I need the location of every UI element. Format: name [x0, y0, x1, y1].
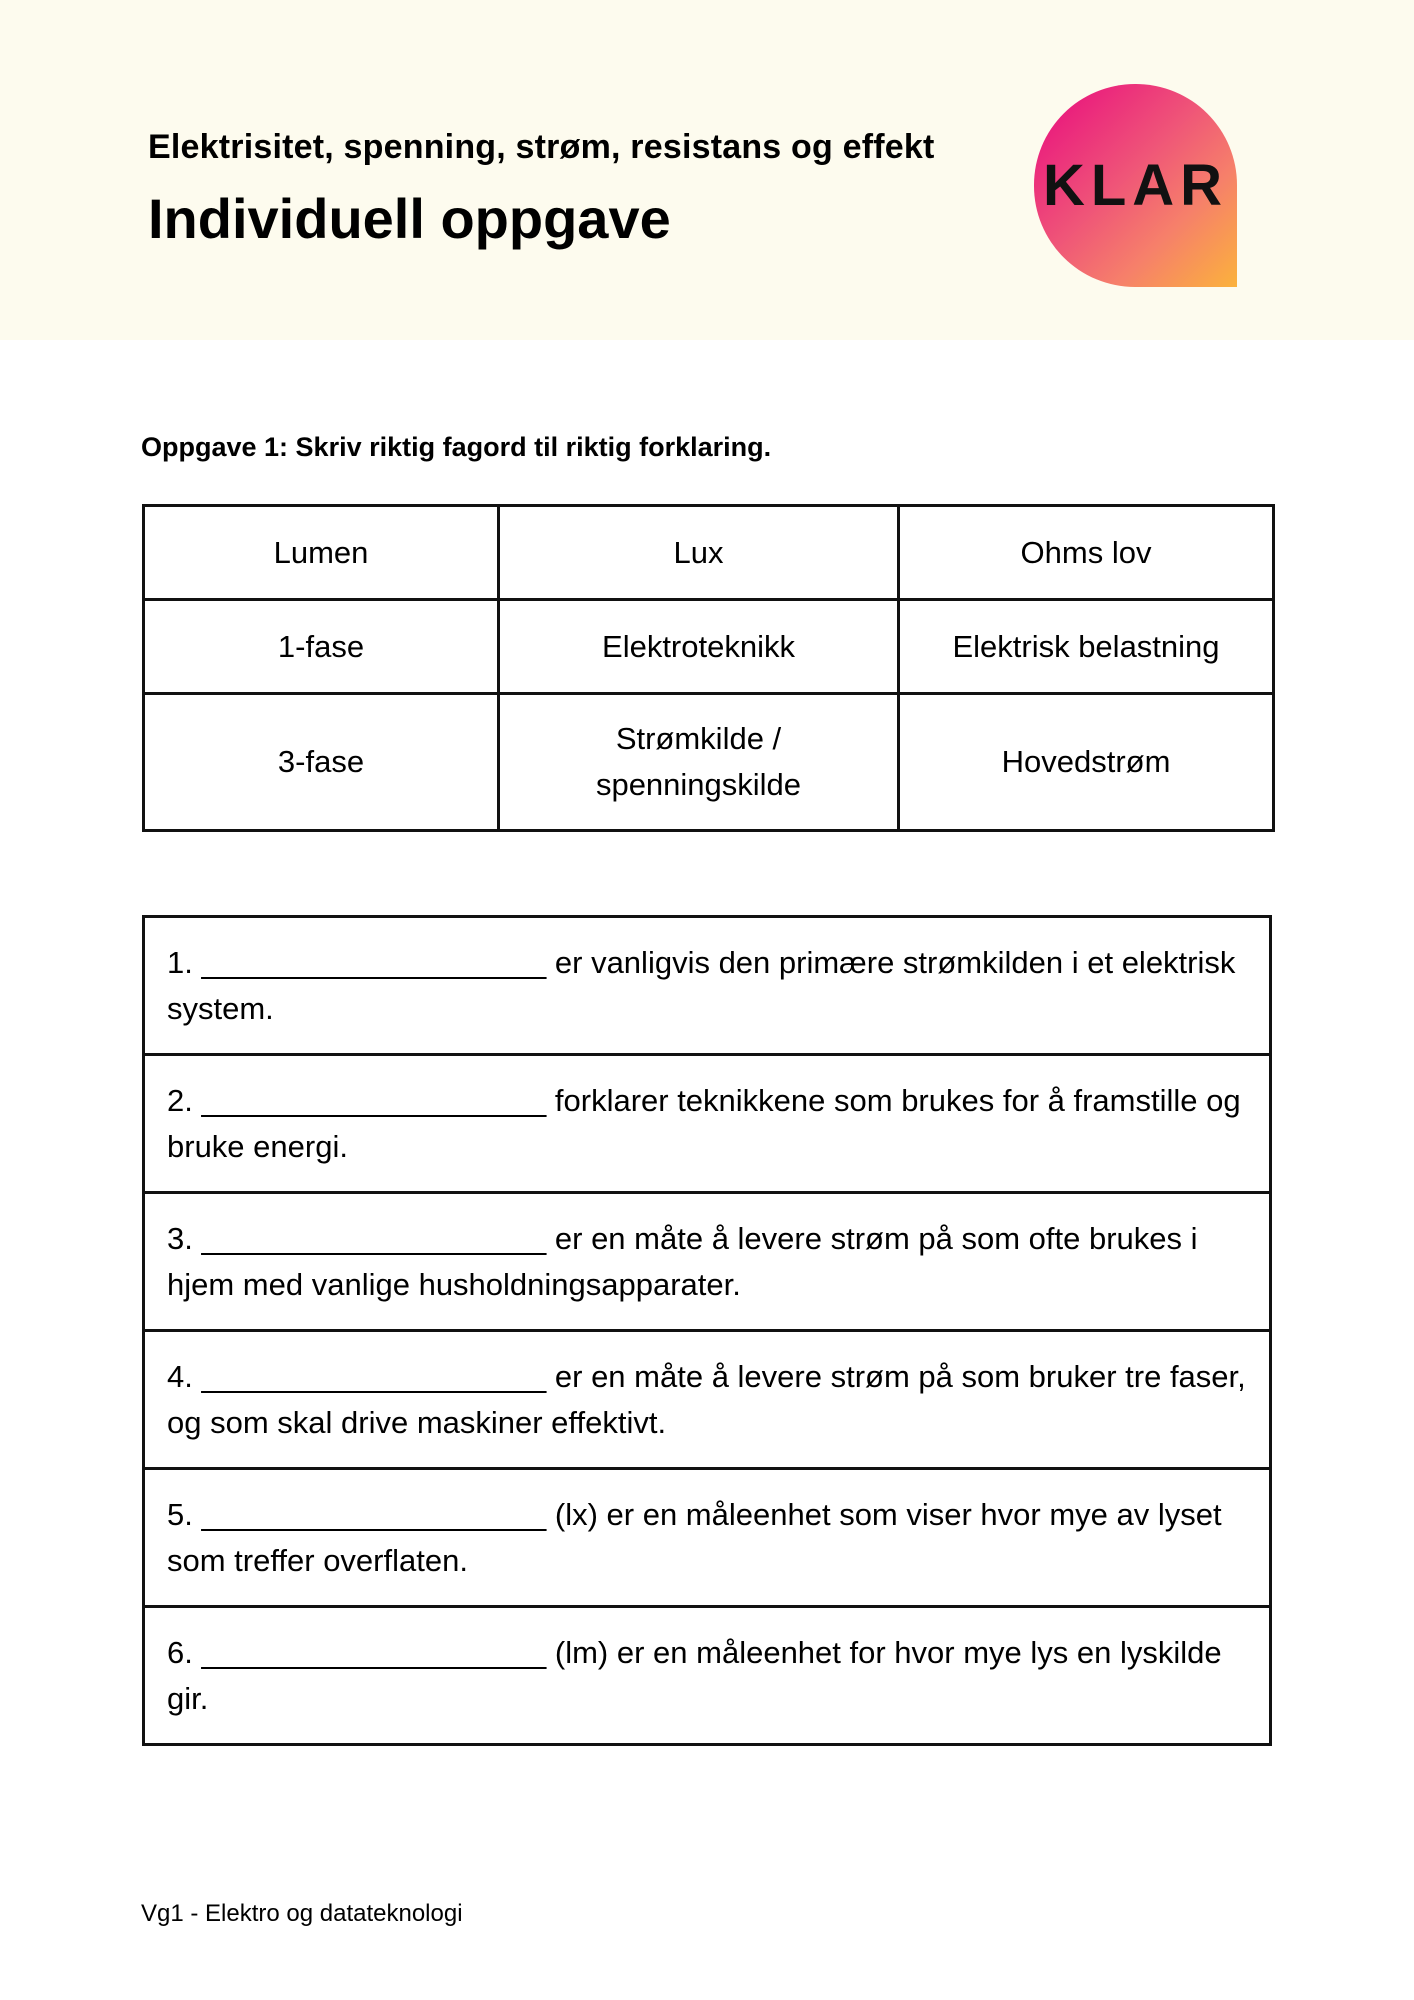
word-cell: 1-fase: [144, 600, 499, 694]
word-cell: Elektroteknikk: [499, 600, 899, 694]
word-cell: Ohms lov: [899, 506, 1274, 600]
sentence-cell: 3. ____________________ er en måte å levere strøm på som ofte brukes i hjem med vanlige husholdningsapparater.: [144, 1193, 1271, 1331]
word-bank-row: [144, 600, 1274, 694]
page-subtitle: Elektrisitet, spenning, strøm, resistans og effekt: [148, 128, 935, 166]
word-cell: Strømkilde / spenningskilde: [499, 694, 899, 831]
word-cell: Elektrisk belastning: [899, 600, 1274, 694]
sentence-cell: 4. ____________________ er en måte å levere strøm på som bruker tre faser, og som skal drive maskiner effektivt.: [144, 1331, 1271, 1469]
sentence-row: [144, 1607, 1271, 1745]
word-bank-row: [144, 506, 1274, 600]
task-heading: Oppgave 1: Skriv riktig fagord til riktig forklaring.: [141, 432, 772, 462]
logo-text: KLAR: [1042, 153, 1229, 218]
word-cell: 3-fase: [144, 694, 499, 831]
sentence-cell: 6. ____________________ (lm) er en måleenhet for hvor mye lys en lyskilde gir.: [144, 1607, 1271, 1745]
sentence-row: [144, 1469, 1271, 1607]
word-bank-table: [142, 504, 1275, 832]
sentence-row: [144, 1331, 1271, 1469]
footer-text: Vg1 - Elektro og datateknologi: [141, 1900, 463, 1927]
word-cell: Lux: [499, 506, 899, 600]
word-cell: Lumen: [144, 506, 499, 600]
sentence-cell: 2. ____________________ forklarer teknikkene som brukes for å framstille og bruke energi.: [144, 1055, 1271, 1193]
word-cell: Hovedstrøm: [899, 694, 1274, 831]
sentence-table: [142, 915, 1272, 1746]
sentence-row: [144, 1055, 1271, 1193]
word-bank-row: [144, 694, 1274, 831]
page-title: Individuell oppgave: [148, 187, 671, 250]
klar-logo: [1034, 84, 1237, 287]
sentence-cell: 5. ____________________ (lx) er en måleenhet som viser hvor mye av lyset som treffer overflaten.: [144, 1469, 1271, 1607]
sentence-cell: 1. ____________________ er vanligvis den primære strømkilden i et elektrisk system.: [144, 917, 1271, 1055]
header-banner: [0, 0, 1414, 340]
sentence-row: [144, 917, 1271, 1055]
sentence-row: [144, 1193, 1271, 1331]
